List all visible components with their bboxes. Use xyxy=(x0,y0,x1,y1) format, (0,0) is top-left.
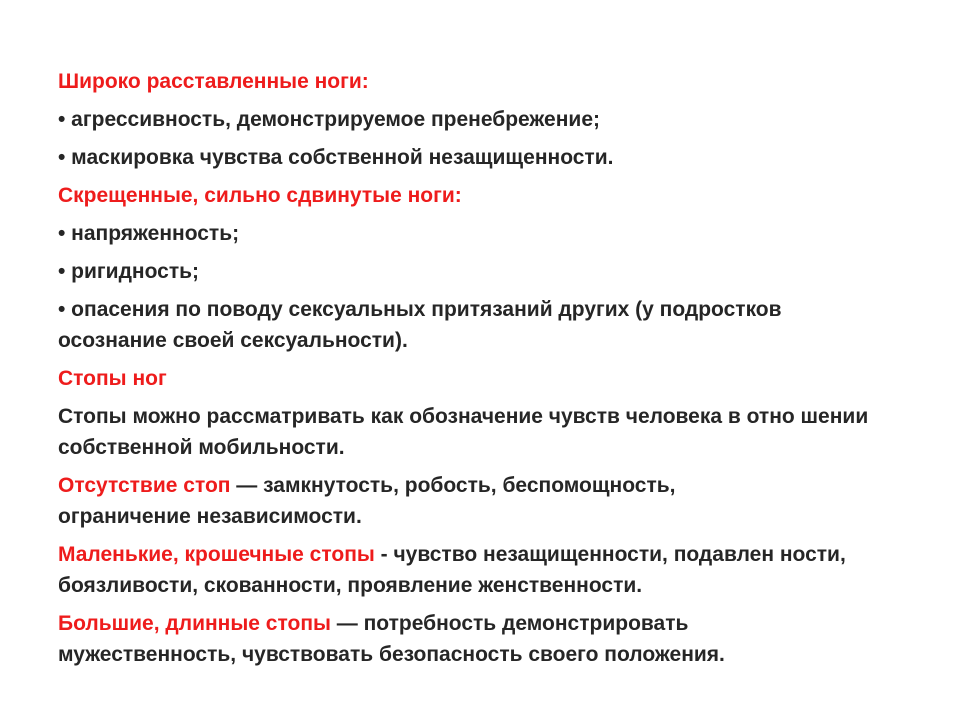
paragraph-large-feet xyxy=(58,608,838,670)
paragraph-no-feet xyxy=(58,470,778,532)
description-small-feet: - чувство незащищенности, подавлен ности, боязливости, скованности, проявление женственности. xyxy=(58,543,852,597)
list-item-rigidity: • ригидность; xyxy=(58,260,200,283)
list-item-insecurity-mask: • маскировка чувства собственной незащищенности. xyxy=(58,146,614,169)
list-item-aggressiveness: • агрессивность, демонстрируемое пренебрежение; xyxy=(58,108,600,131)
heading-crossed-legs: Скрещенные, сильно сдвинутые ноги: xyxy=(58,184,462,207)
term-small-feet: Маленькие, крошечные стопы xyxy=(58,543,375,566)
description-large-feet: — потребность демонстрировать мужественность, чувствовать безопасность своего положения. xyxy=(58,612,725,666)
list-item-tension: • напряженность; xyxy=(58,222,240,245)
heading-wide-legs: Широко расставленные ноги: xyxy=(58,70,369,93)
description-no-feet: — замкнутость, робость, беспомощность, ограничение независимости. xyxy=(58,474,682,528)
paragraph-small-feet xyxy=(58,539,888,601)
heading-feet: Стопы ног xyxy=(58,367,167,390)
paragraph-feet: Стопы можно рассматривать как обозначение чувств человека в отно шении собственной мобильности. xyxy=(58,405,875,459)
slide-content xyxy=(58,66,918,677)
term-no-feet: Отсутствие стоп xyxy=(58,474,231,497)
term-large-feet: Большие, длинные стопы xyxy=(58,612,331,635)
list-item-sexual-fears: • опасения по поводу сексуальных притязаний других (у подростков осознание своей сексуальности). xyxy=(58,298,788,352)
